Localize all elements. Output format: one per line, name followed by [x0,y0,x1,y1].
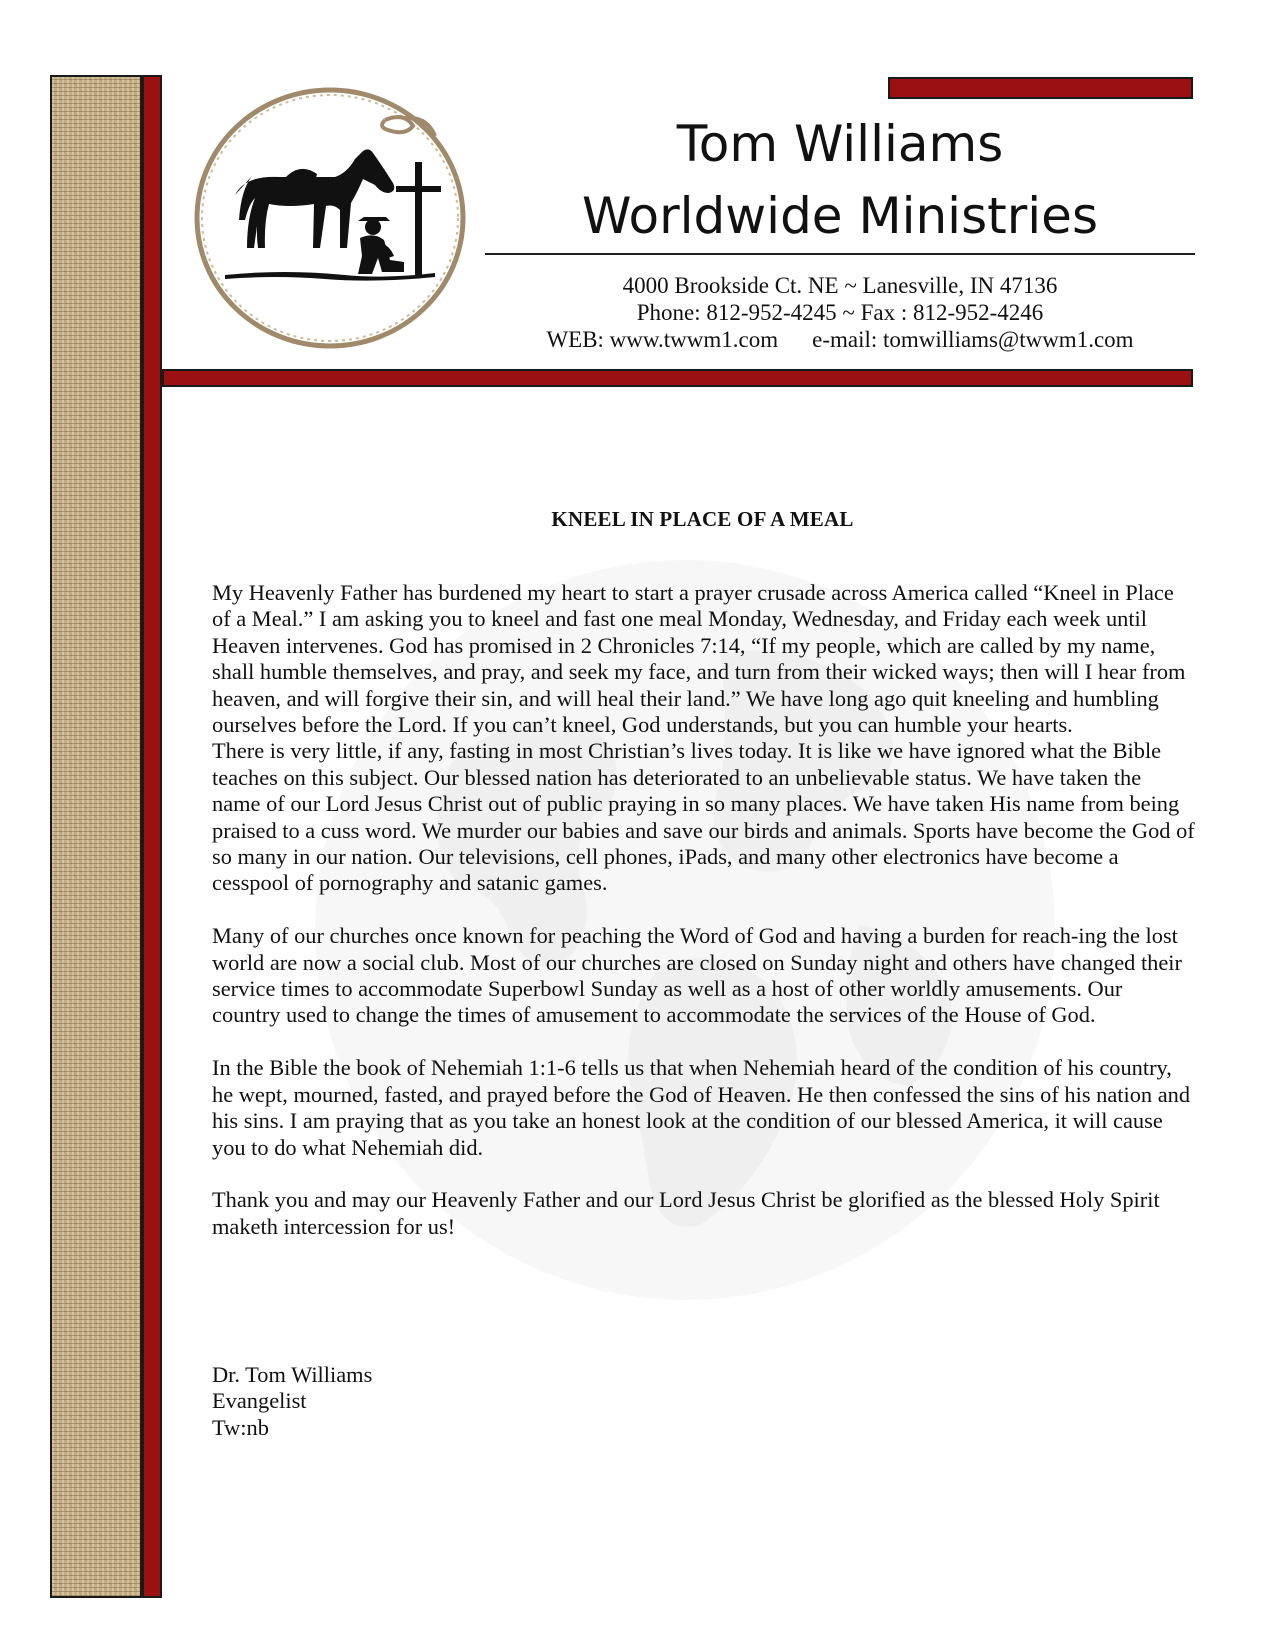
red-header-bar [162,369,1193,387]
signer-name: Dr. Tom Williams [212,1362,373,1387]
paragraph-3: Many of our churches once known for peaching the Word of God and having a burden for reach-ing the lost world are now a social club. Most of our churches are closed on Sunday night and others have changed their service times to accommodate Superbowl Sunday as well as a host of other worldly amusements. Our country used to change the times of amusement to accommodate the services of the House of God. [212,923,1182,1028]
signature-block [212,1362,372,1441]
red-top-bar [888,77,1193,99]
address-line: 4000 Brookside Ct. NE ~ Lanesville, IN 47136 [622,273,1058,298]
ministry-logo-icon [190,80,480,365]
paragraph-1: My Heavenly Father has burdened my heart to start a prayer crusade across America called “Kneel in Place of a Meal.” I am asking you to kneel and fast one meal Monday, Wednesday, and Friday each week until Heaven intervenes. God has promised in 2 Chronicles 7:14, “If my people, which are called by my name, shall humble themselves, and pray, and seek my face, and turn from their wicked ways; then will I hear from heaven, and will forgive their sin, and will heal their land.” We have long ago quit kneeling and humbling ourselves before the Lord. If you can’t kneel, God understands, but you can humble your hearts. [212,580,1186,738]
organization-name [485,108,1195,252]
burlap-side-border [50,75,142,1598]
paragraph-4: In the Bible the book of Nehemiah 1:1-6 tells us that when Nehemiah heard of the condition of his country, he wept, mourned, fasted, and prayed before the God of Heaven. He then confessed the sins of his nation and his sins. I am praying that as you take an honest look at the condition of our blessed America, it will cause you to do what Nehemiah did. [212,1055,1191,1160]
org-name-line2: Worldwide Ministries [582,187,1098,245]
signer-role: Evangelist [212,1388,307,1414]
web-link[interactable]: WEB: www.twwm1.com [546,327,779,352]
web-email-line [485,326,1195,353]
typist-initials: Tw:nb [212,1414,269,1440]
email-link[interactable]: e-mail: tomwilliams@twwm1.com [812,327,1134,352]
letter-title: KNEEL IN PLACE OF A MEAL [551,507,854,531]
contact-block [485,272,1195,353]
phone-fax-line: Phone: 812-952-4245 ~ Fax : 812-952-4246 [636,300,1044,325]
red-vertical-stripe [142,75,162,1598]
org-name-line1: Tom Williams [676,115,1004,173]
letter-body [212,580,1195,1240]
paragraph-2: There is very little, if any, fasting in most Christian’s lives today. It is like we have ignored what the Bible teaches on this subject. Our blessed nation has deteriorated to an unbelievable status. We have taken the name of our Lord Jesus Christ out of public praying in so many places. We have taken His name from being praised to a cuss word. We murder our babies and save our birds and animals. Sports have become the God of so many in our nation. Our televisions, cell phones, iPads, and many other electronics have become a cesspool of pornography and satanic games. [212,738,1195,896]
paragraph-5: Thank you and may our Heavenly Father and our Lord Jesus Christ be glorified as the blessed Holy Spirit maketh intercession for us! [212,1187,1160,1239]
header-divider [485,253,1195,255]
